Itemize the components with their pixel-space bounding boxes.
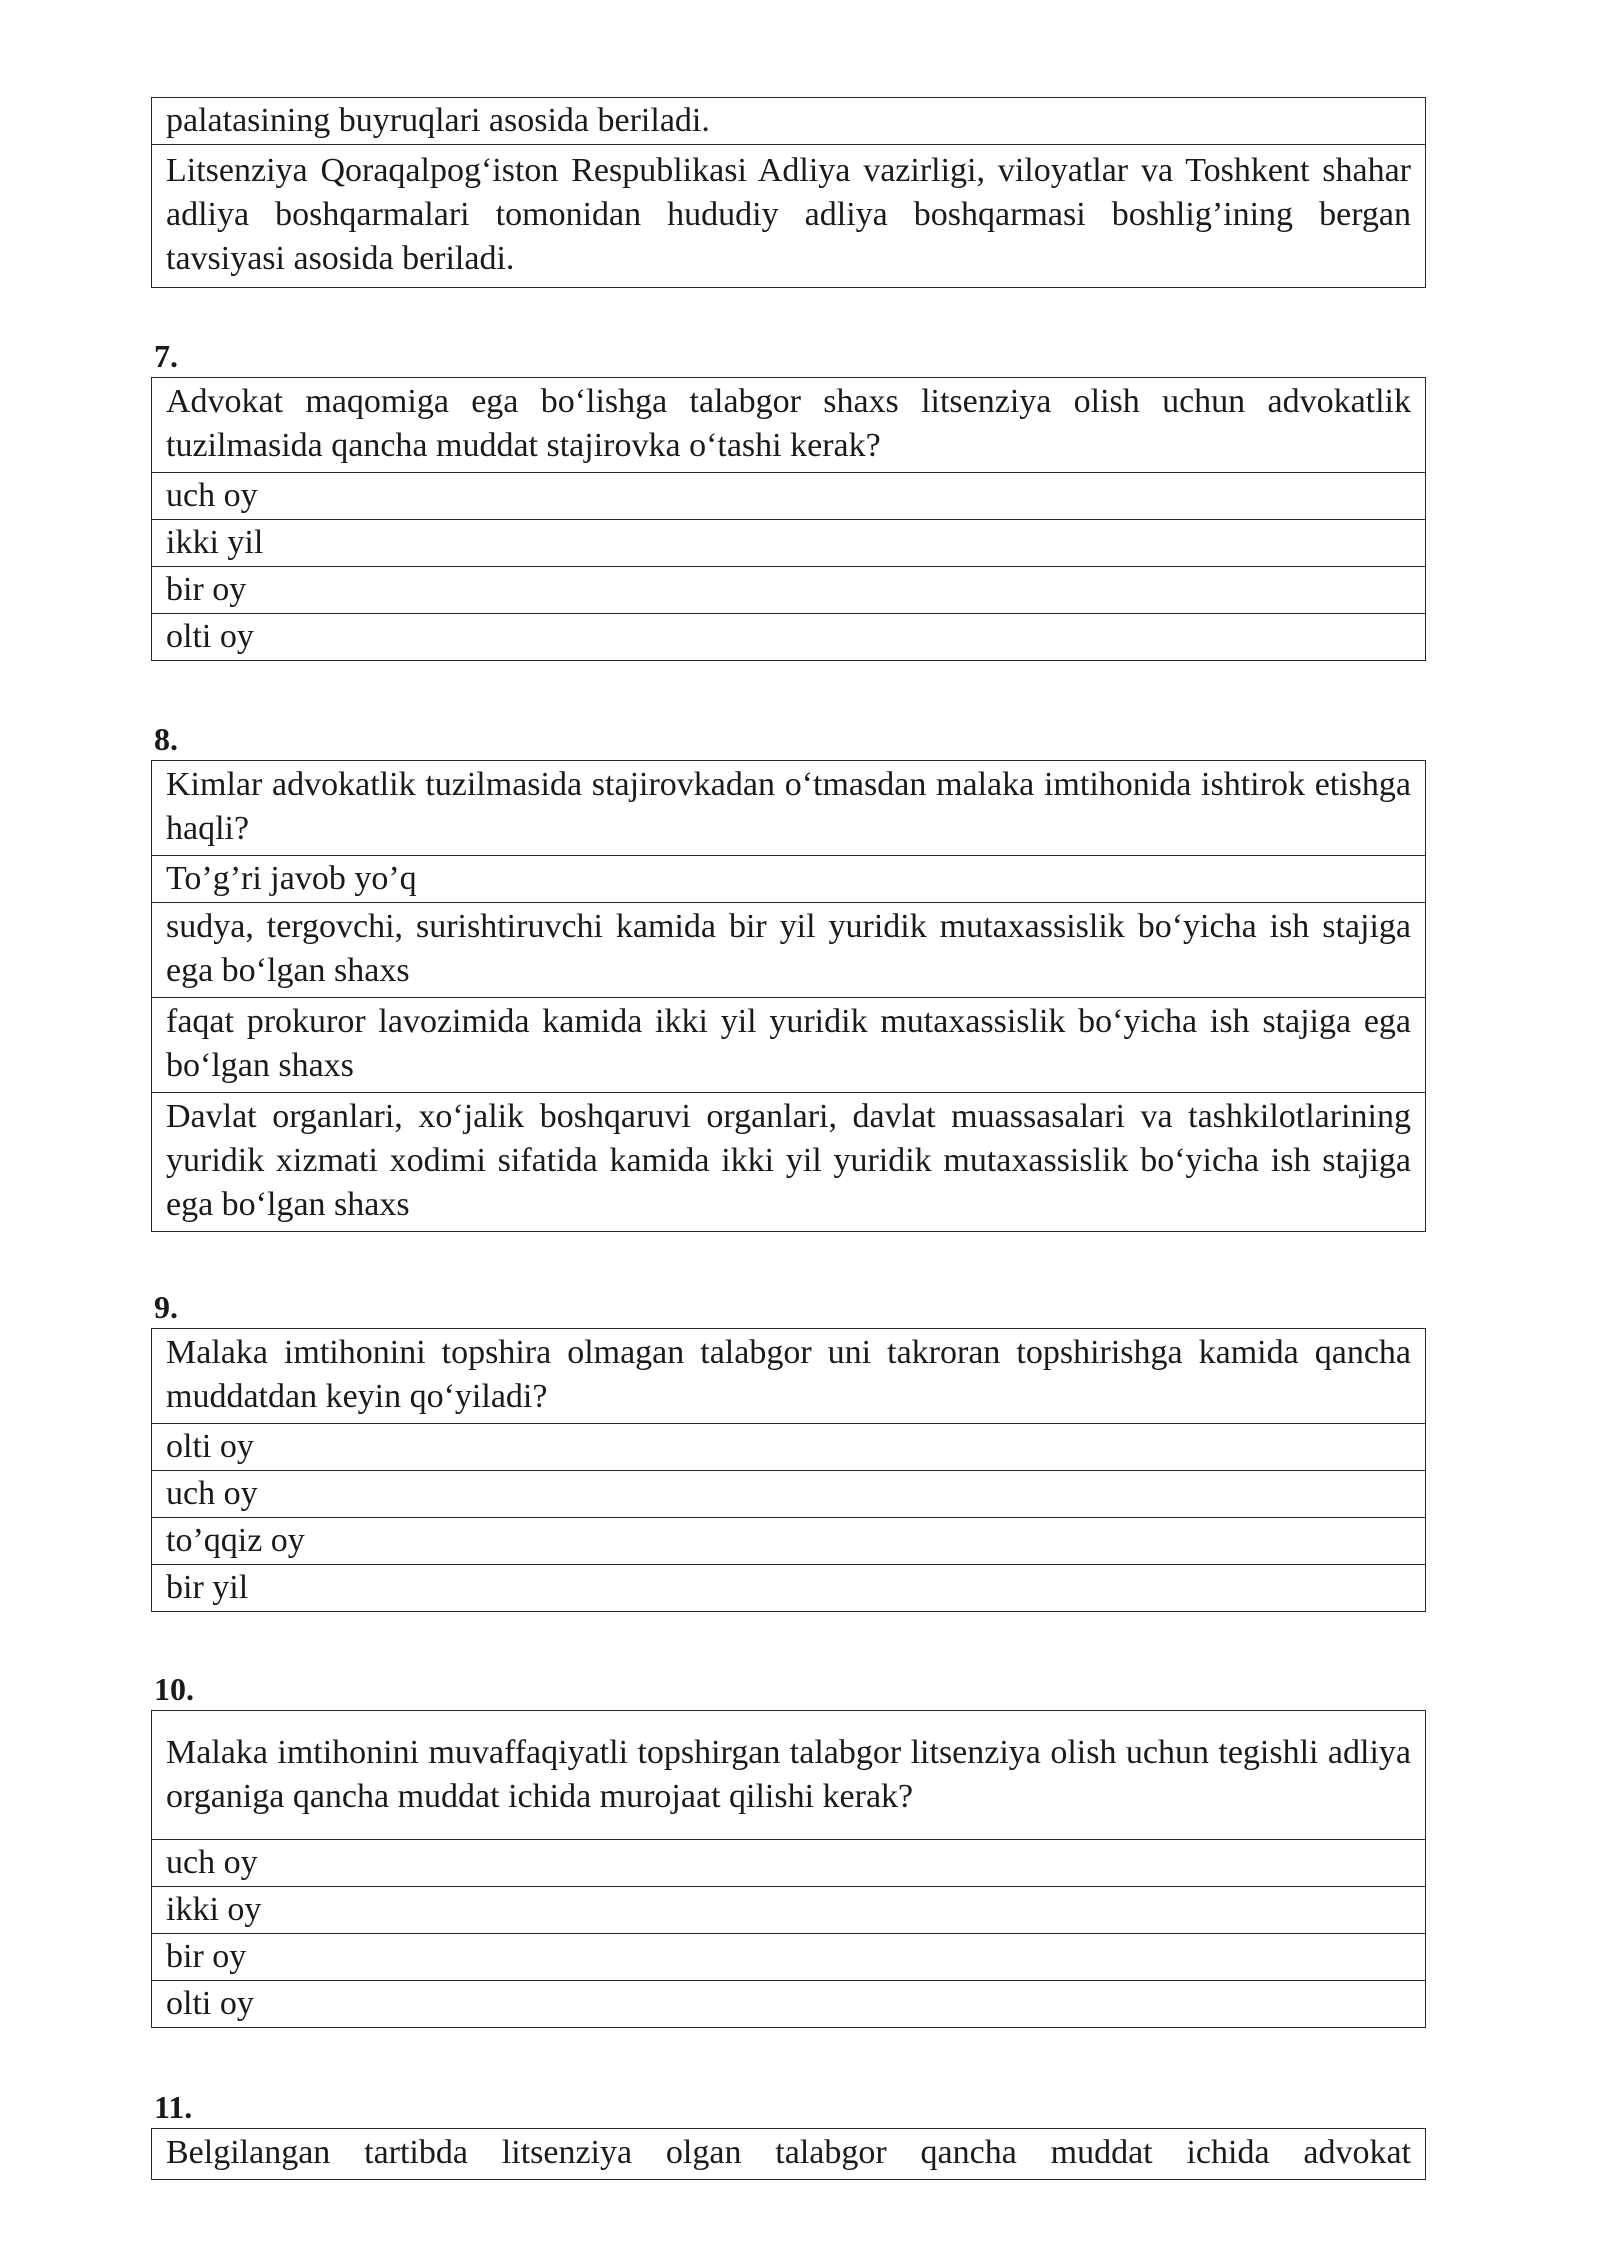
answer-option: bir oy (152, 567, 1426, 614)
answer-option: Davlat organlari, xo‘jalik boshqaruvi organlari, davlat muassasalari va tashkilotlarining yuridik xizmati xodimi sifatida kamida ikki yil yuridik mutaxassislik bo‘yicha ish stajiga ega bo‘lgan shaxs (152, 1093, 1426, 1232)
question-8-table (151, 760, 1426, 1232)
question-number: 8. (154, 721, 178, 757)
question-number: 10. (154, 1671, 194, 1707)
continuation-row: Litsenziya Qoraqalpog‘iston Respublikasi Adliya vazirligi, viloyatlar va Toshkent shahar adliya boshqarmalari tomonidan hududiy adliya boshqarmasi boshlig’ining bergan tavsiyasi asosida beriladi. (152, 145, 1426, 288)
question-number: 7. (154, 338, 178, 374)
answer-option: olti oy (152, 614, 1426, 661)
question-9-table (151, 1328, 1426, 1612)
answer-option: ikki oy (152, 1887, 1426, 1934)
continuation-table (151, 97, 1426, 288)
answer-option: sudya, tergovchi, surishtiruvchi kamida bir yil yuridik mutaxassislik bo‘yicha ish stajiga ega bo‘lgan shaxs (152, 903, 1426, 998)
answer-option: ikki yil (152, 520, 1426, 567)
answer-option: uch oy (152, 1471, 1426, 1518)
question-text: Malaka imtihonini muvaffaqiyatli topshirgan talabgor litsenziya olish uchun tegishli adliya organiga qancha muddat ichida murojaat qilishi kerak? (152, 1711, 1426, 1840)
question-number: 11. (154, 2089, 193, 2125)
question-11-table (151, 2128, 1426, 2180)
question-text: Kimlar advokatlik tuzilmasida stajirovkadan o‘tmasdan malaka imtihonida ishtirok etishga haqli? (152, 761, 1426, 856)
question-7-table (151, 377, 1426, 661)
continuation-row: palatasining buyruqlari asosida beriladi. (152, 98, 1426, 145)
answer-option: bir yil (152, 1565, 1426, 1612)
question-10-table (151, 1710, 1426, 2028)
answer-option: olti oy (152, 1424, 1426, 1471)
answer-option: To’g’ri javob yo’q (152, 856, 1426, 903)
question-text: Advokat maqomiga ega bo‘lishga talabgor shaxs litsenziya olish uchun advokatlik tuzilmasida qancha muddat stajirovka o‘tashi kerak? (152, 378, 1426, 473)
answer-option: olti oy (152, 1981, 1426, 2028)
answer-option: uch oy (152, 1840, 1426, 1887)
answer-option: uch oy (152, 473, 1426, 520)
question-number: 9. (154, 1289, 178, 1325)
question-text: Belgilangan tartibda litsenziya olgan talabgor qancha muddat ichida advokat (152, 2129, 1426, 2180)
answer-option: bir oy (152, 1934, 1426, 1981)
answer-option: to’qqiz oy (152, 1518, 1426, 1565)
answer-option: faqat prokuror lavozimida kamida ikki yil yuridik mutaxassislik bo‘yicha ish stajiga ega bo‘lgan shaxs (152, 998, 1426, 1093)
question-text: Malaka imtihonini topshira olmagan talabgor uni takroran topshirishga kamida qancha muddatdan keyin qo‘yiladi? (152, 1329, 1426, 1424)
